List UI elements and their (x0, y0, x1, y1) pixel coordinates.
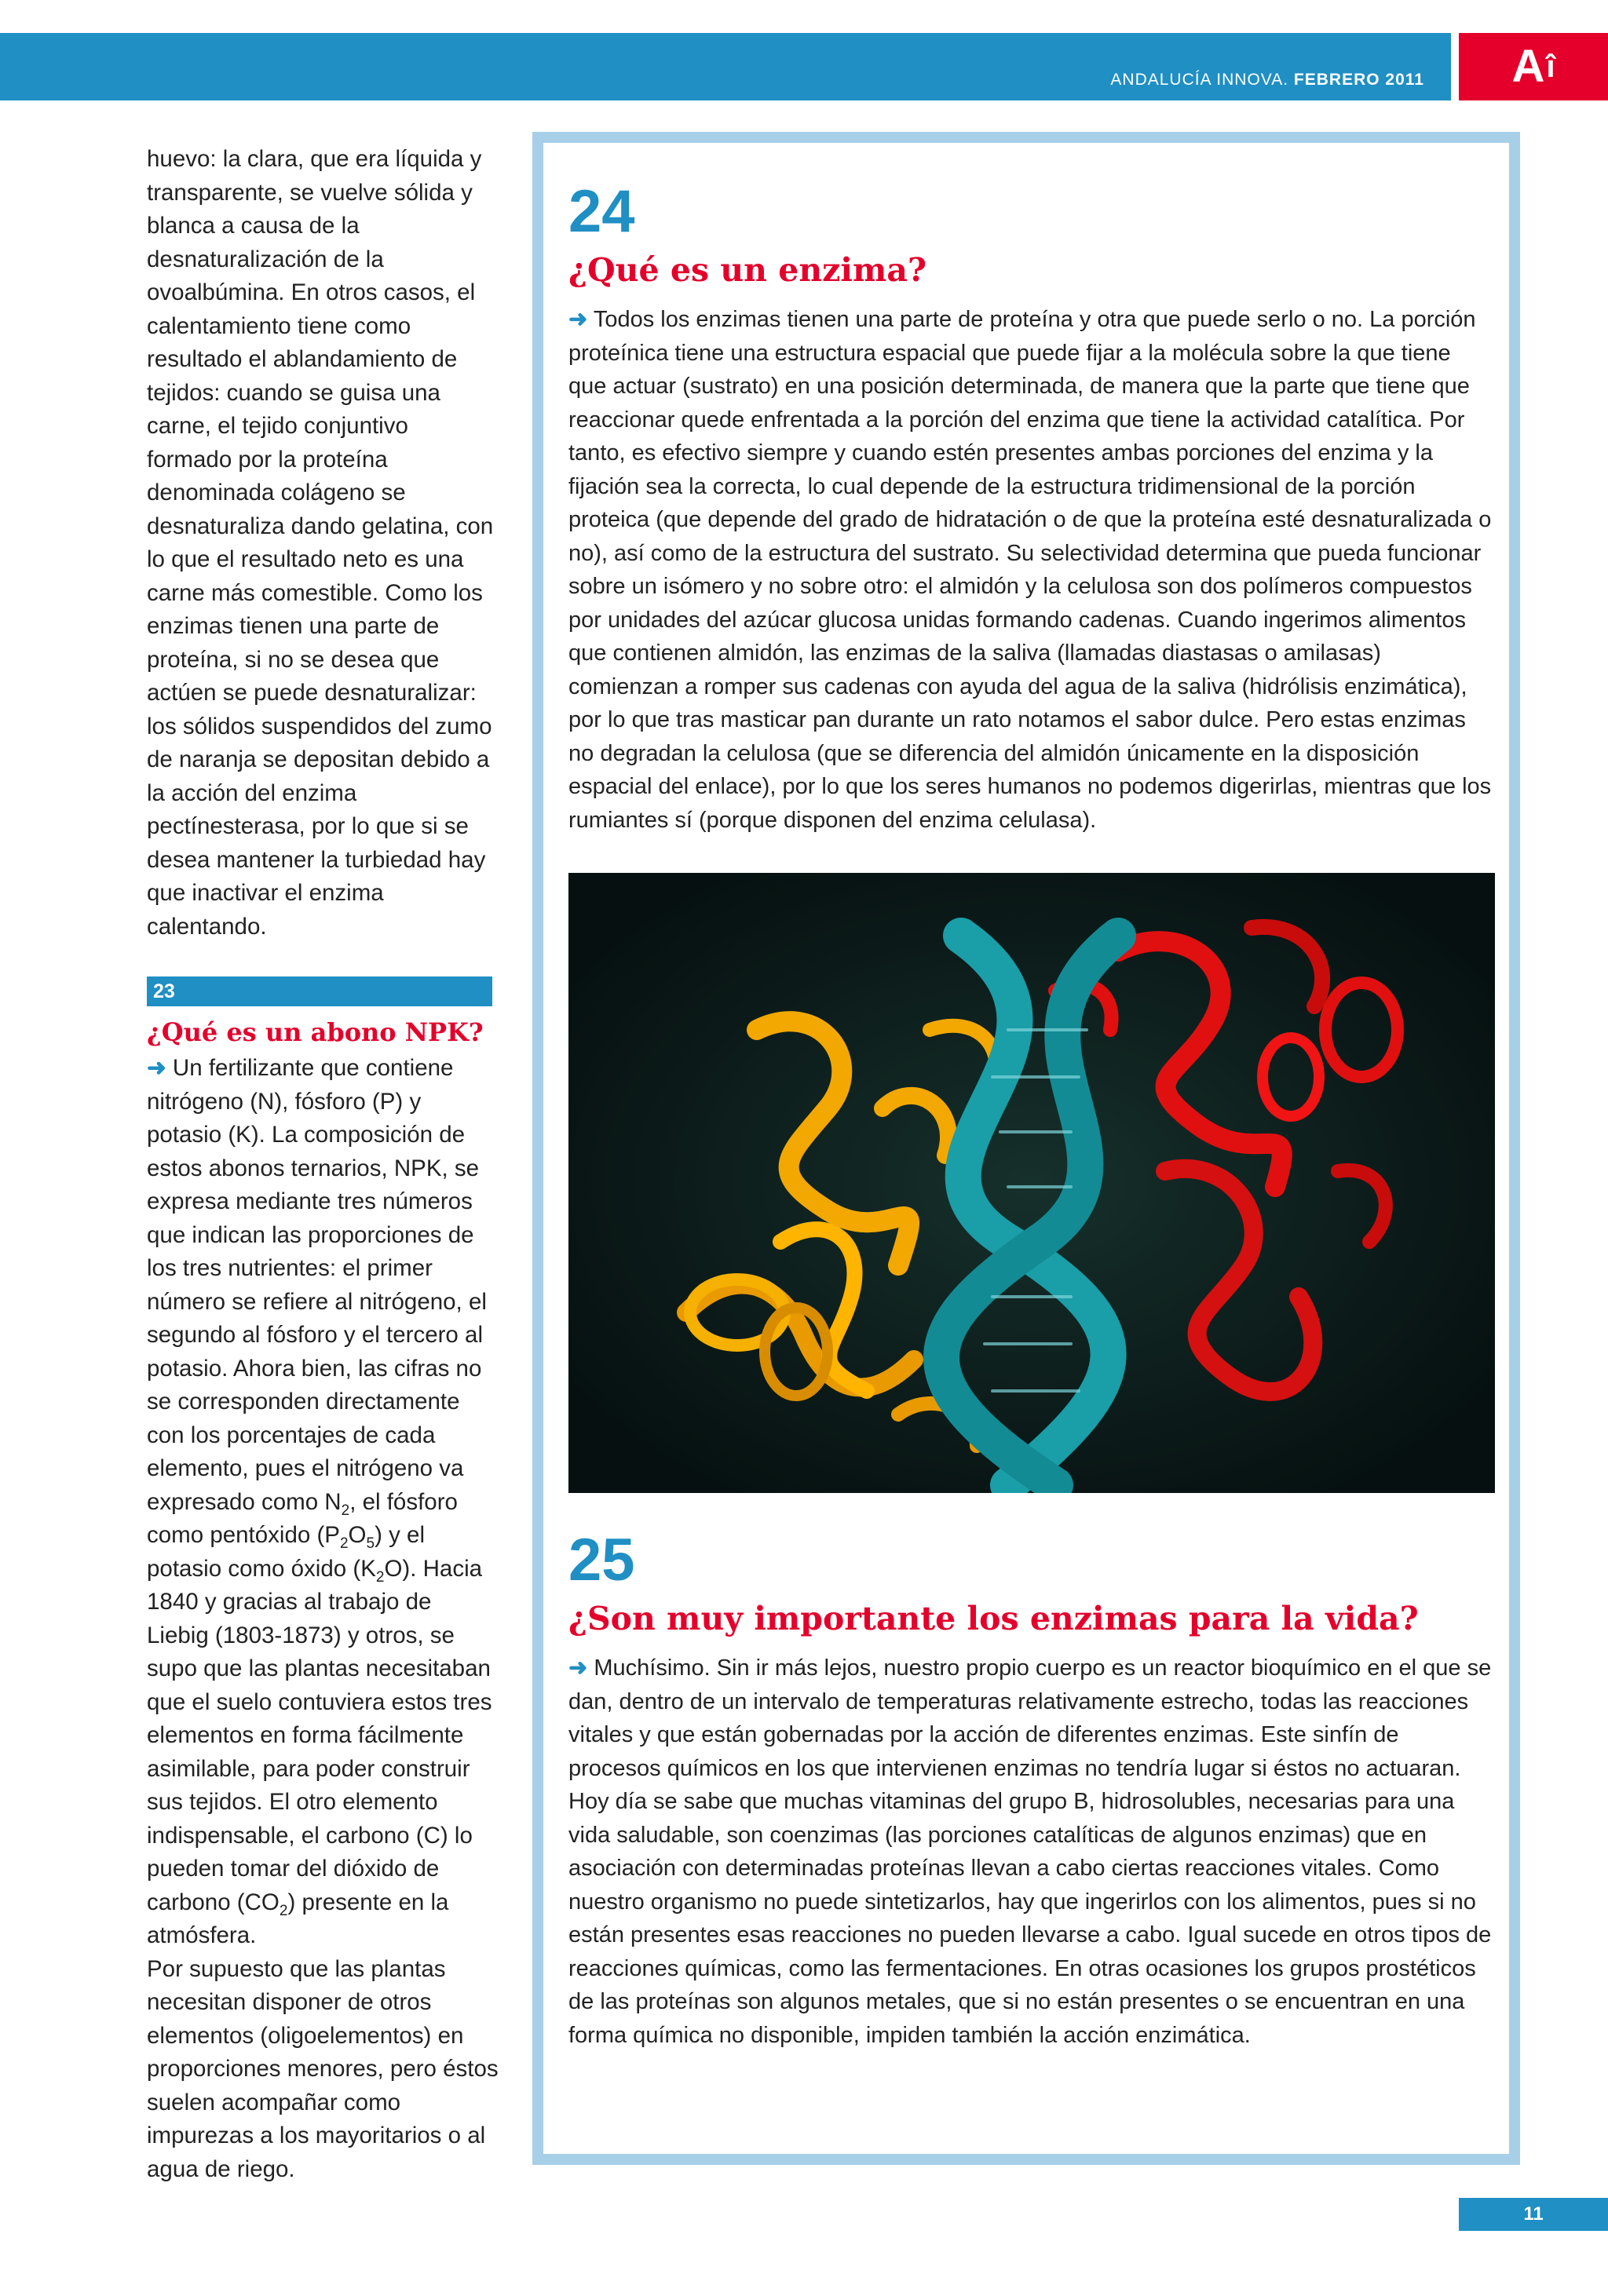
logo-mark: î (1546, 49, 1555, 84)
section-25-text: Muchísimo. Sin ir más lejos, nuestro propio cuerpo es un reactor bioquímico en el que se dan, dentro de un intervalo de temperaturas relativamente estrecho, todas las reacciones vitales y que están gobernadas por la acción de diferentes enzimas. Este sinfín de procesos químicos en los que intervienen enzimas no tendría lugar si éstos no actuaran. Hoy día se sabe que muchas vitaminas del grupo B, hidrosolubles, necesarias para una vida saludable, son coenzimas (las porciones catalíticas de algunos enzimas) que en asociación con determinadas proteínas llevan a cabo ciertas reacciones vitales. Como nuestro organismo no puede sintetizarlos, hay que ingerirlos con los alimentos, pues si no están presentes esas reacciones no pueden llevarse a cabo. Igual sucede en otros tipos de reacciones químicas, como las fermentaciones. En otras ocasiones los grupos prostéticos de las proteínas son algunos metales, que si no están presentes o se encuentran en una forma química no disponible, impiden también la acción enzimática. (568, 1655, 1492, 2048)
section-25-title: ¿Son muy importante los enzimas para la vida? (568, 1600, 1419, 1637)
section-23-text: O (348, 1522, 367, 1548)
section-25-body (568, 1652, 1495, 2052)
enzyme-dna-illustration (568, 873, 1495, 1493)
publication-line (1110, 71, 1424, 89)
section-23-text: ) y el potasio como óxido (K (147, 1522, 426, 1582)
subscript: 2 (339, 1535, 349, 1552)
section-23-body (147, 1052, 499, 2186)
highlight-box (532, 132, 1520, 2165)
subscript: 2 (279, 1902, 288, 1919)
section-24-number: 24 (568, 178, 635, 245)
intro-paragraph: huevo: la clara, que era líquida y transparente, se vuelve sólida y blanca a causa de la desnaturalización de la ovoalbúmina. En otros casos, el calentamiento tiene como resultado el ablandamiento de tejidos: cuando se guisa una carne, el tejido conjuntivo formado por la proteína denominada colágeno se desnaturaliza dando gelatina, con lo que el resultado neto es una carne más comestible. Como los enzimas tienen una parte de proteína, si no se desea que actúen se puede desnaturalizar: los sólidos suspendidos del zumo de naranja se depositan debido a la acción del enzima pectínesterasa, por lo que si se desea mantener la turbiedad hay que inactivar el enzima calentando. (147, 146, 494, 940)
arrow-icon: ➜ (568, 307, 588, 332)
section-24-body (568, 303, 1495, 837)
issue-date: FEBRERO 2011 (1293, 71, 1424, 89)
logo (1459, 33, 1608, 100)
subscript: 2 (341, 1502, 350, 1519)
section-23-text: Un fertilizante que contiene nitrógeno (N), fósforo (P) y potasio (K). La composición de estos abonos ternarios, NPK, se expresa mediante tres números que indican las proporciones de los tres nutrientes: el primer número se refiere al nitrógeno, el segundo al fósforo y el tercero al potasio. Ahora bien, las cifras no se corresponden directamente con los porcentajes de cada elemento, pues el nitrógeno va expresado como N (147, 1055, 487, 1515)
section-23-text: Por supuesto que las plantas necesitan disponer de otros elementos (oligoelementos) en proporciones menores, pero éstos suelen acompañar como impurezas a los mayoritarios o al agua de riego. (147, 1955, 499, 2182)
protein-dna-molecule-image (568, 873, 1495, 1493)
section-23-text: O). Hacia 1840 y gracias al trabajo de Liebig (1803-1873) y otros, se supo que las plantas necesitaban que el suelo contuviera estos tres elementos en forma fácilmente asimilable, para poder construir sus tejidos. El otro elemento indispensable, el carbono (C) lo pueden tomar del dióxido de carbono (CO (147, 1555, 492, 1915)
section-23-text: , el fósforo como pentóxido (P (147, 1488, 458, 1548)
section-23-number: 23 (147, 976, 492, 1006)
subscript: 5 (366, 1535, 375, 1552)
section-23-text: ) presente en la atmósfera. (147, 1889, 449, 1948)
arrow-icon: ➜ (568, 1655, 588, 1681)
header-bar (0, 33, 1451, 100)
publication-name: ANDALUCÍA INNOVA. (1110, 71, 1289, 89)
page-number: 11 (1459, 2198, 1608, 2231)
section-24-title: ¿Qué es un enzima? (568, 251, 926, 289)
section-23-title: ¿Qué es un abono NPK? (147, 1017, 484, 1047)
logo-letter: A (1511, 41, 1545, 92)
left-column (147, 141, 499, 2186)
arrow-icon: ➜ (147, 1055, 166, 1081)
section-24-text: Todos los enzimas tienen una parte de proteína y otra que puede serlo o no. La porción proteínica tiene una estructura espacial que puede fijar a la molécula sobre la que tiene que actuar (sustrato) en una posición determinada, de manera que la parte que tiene que reaccionar quede enfrentada a la porción del enzima que tiene la actividad catalítica. Por tanto, es efectivo siempre y cuando estén presentes ambas porciones del enzima y la fijación sea la correcta, lo cual depende de la estructura tridimensional de la porción proteica (que depende del grado de hidratación o de que la proteína esté desnaturalizada o no), así como de la estructura del sustrato. Su selectividad determina que pueda funcionar sobre un isómero y no sobre otro: el almidón y la celulosa son dos polímeros compuestos por unidades del azúcar glucosa unidas formando cadenas. Cuando ingerimos alimentos que contienen almidón, las enzimas de la saliva (llamadas diastasas o amilasas) comienzan a romper sus cadenas con ayuda del agua de la saliva (hidrólisis enzimática), por lo que tras masticar pan durante un rato notamos el sabor dulce. Pero estas enzimas no degradan la celulosa (que se diferencia del almidón únicamente en la disposición espacial del enlace), por lo que los seres humanos no podemos digerirlas, mientras que los rumiantes sí (porque disponen del enzima celulasa). (568, 307, 1492, 833)
section-25-number: 25 (568, 1527, 635, 1593)
subscript: 2 (375, 1568, 385, 1586)
